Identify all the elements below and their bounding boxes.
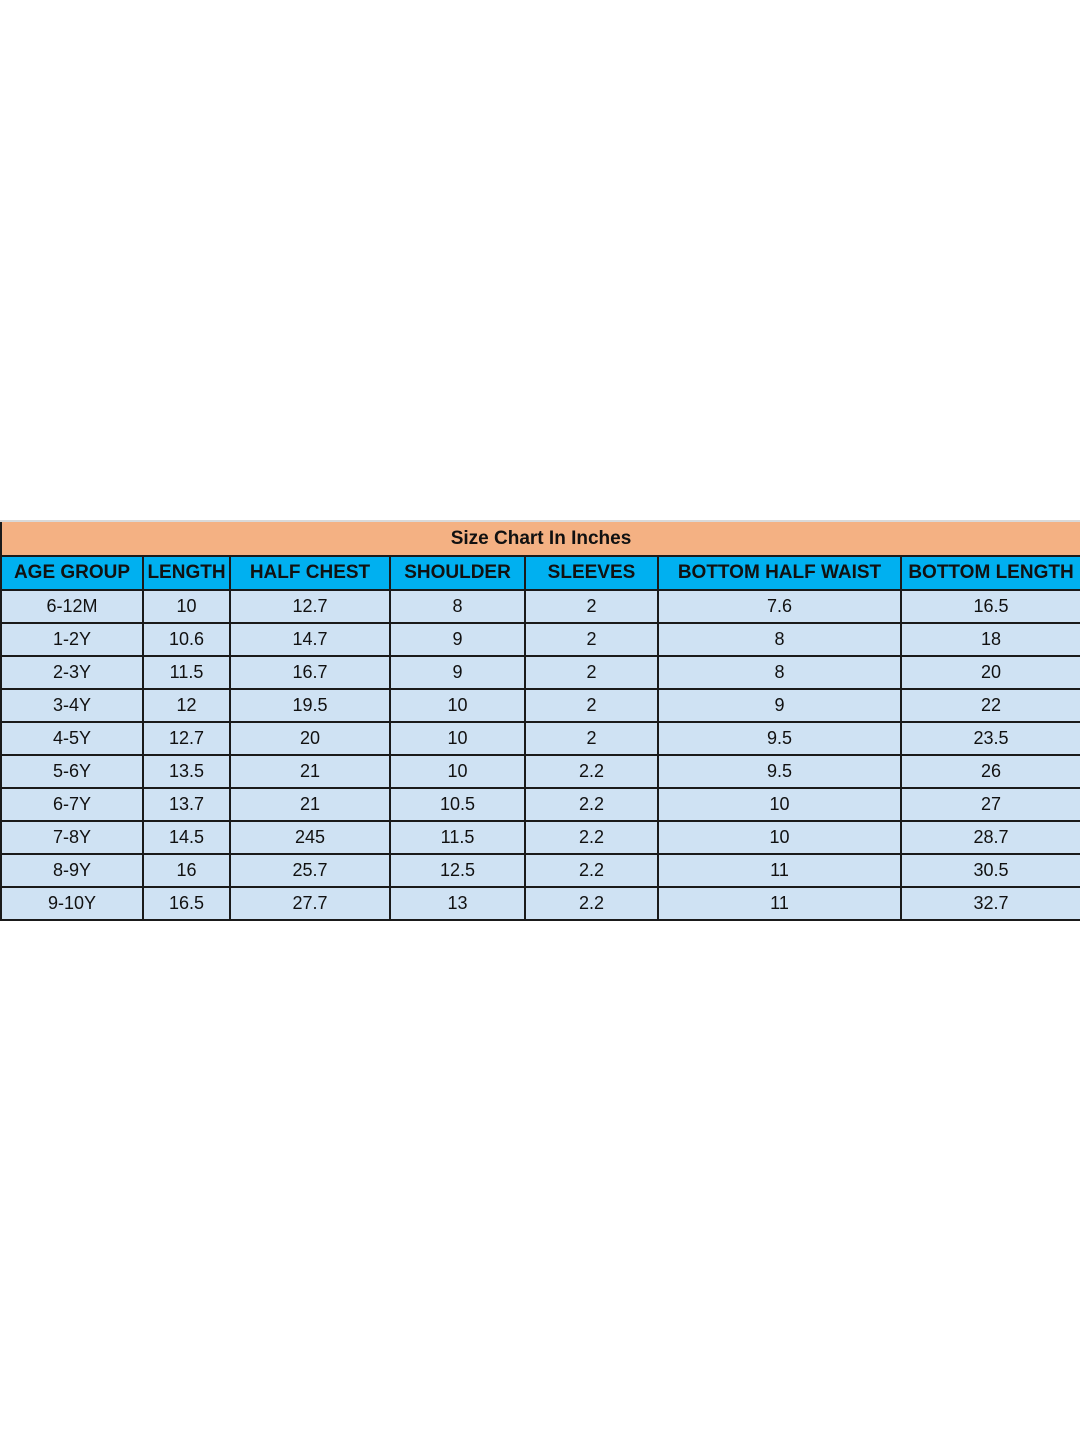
- table-body: [1, 590, 1080, 920]
- measurement-cell: 20: [901, 656, 1080, 689]
- measurement-cell: 28.7: [901, 821, 1080, 854]
- measurement-cell: 13.7: [143, 788, 230, 821]
- measurement-cell: 13: [390, 887, 525, 920]
- measurement-cell: 12.7: [143, 722, 230, 755]
- column-header: AGE GROUP: [1, 556, 143, 590]
- measurement-cell: 16.5: [901, 590, 1080, 623]
- age-group-cell: 5-6Y: [1, 755, 143, 788]
- measurement-cell: 2.2: [525, 887, 658, 920]
- table-row: [1, 854, 1080, 887]
- table-row: [1, 821, 1080, 854]
- measurement-cell: 8: [658, 623, 901, 656]
- measurement-cell: 9: [390, 623, 525, 656]
- measurement-cell: 8: [390, 590, 525, 623]
- measurement-cell: 11.5: [390, 821, 525, 854]
- table-row: [1, 788, 1080, 821]
- measurement-cell: 27: [901, 788, 1080, 821]
- age-group-cell: 3-4Y: [1, 689, 143, 722]
- measurement-cell: 10: [390, 689, 525, 722]
- measurement-cell: 10.5: [390, 788, 525, 821]
- measurement-cell: 7.6: [658, 590, 901, 623]
- measurement-cell: 12.7: [230, 590, 390, 623]
- age-group-cell: 4-5Y: [1, 722, 143, 755]
- measurement-cell: 2: [525, 623, 658, 656]
- column-header: BOTTOM HALF WAIST: [658, 556, 901, 590]
- measurement-cell: 2: [525, 722, 658, 755]
- table-row: [1, 656, 1080, 689]
- measurement-cell: 2.2: [525, 755, 658, 788]
- measurement-cell: 19.5: [230, 689, 390, 722]
- header-row: [1, 556, 1080, 590]
- measurement-cell: 9: [390, 656, 525, 689]
- measurement-cell: 9: [658, 689, 901, 722]
- measurement-cell: 12: [143, 689, 230, 722]
- measurement-cell: 21: [230, 788, 390, 821]
- column-header: SHOULDER: [390, 556, 525, 590]
- size-chart-table: [0, 520, 1080, 921]
- measurement-cell: 23.5: [901, 722, 1080, 755]
- measurement-cell: 10: [658, 821, 901, 854]
- table-title: Size Chart In Inches: [1, 521, 1080, 556]
- measurement-cell: 11.5: [143, 656, 230, 689]
- age-group-cell: 2-3Y: [1, 656, 143, 689]
- measurement-cell: 2.2: [525, 788, 658, 821]
- measurement-cell: 245: [230, 821, 390, 854]
- column-header: BOTTOM LENGTH: [901, 556, 1080, 590]
- measurement-cell: 16.7: [230, 656, 390, 689]
- measurement-cell: 25.7: [230, 854, 390, 887]
- age-group-cell: 8-9Y: [1, 854, 143, 887]
- measurement-cell: 26: [901, 755, 1080, 788]
- measurement-cell: 2.2: [525, 854, 658, 887]
- measurement-cell: 2: [525, 689, 658, 722]
- measurement-cell: 10: [390, 755, 525, 788]
- age-group-cell: 1-2Y: [1, 623, 143, 656]
- measurement-cell: 10: [143, 590, 230, 623]
- measurement-cell: 16.5: [143, 887, 230, 920]
- measurement-cell: 13.5: [143, 755, 230, 788]
- age-group-cell: 9-10Y: [1, 887, 143, 920]
- measurement-cell: 11: [658, 887, 901, 920]
- measurement-cell: 16: [143, 854, 230, 887]
- age-group-cell: 6-7Y: [1, 788, 143, 821]
- measurement-cell: 10: [390, 722, 525, 755]
- table-row: [1, 689, 1080, 722]
- measurement-cell: 32.7: [901, 887, 1080, 920]
- table-row: [1, 590, 1080, 623]
- measurement-cell: 9.5: [658, 722, 901, 755]
- measurement-cell: 12.5: [390, 854, 525, 887]
- measurement-cell: 14.7: [230, 623, 390, 656]
- measurement-cell: 10.6: [143, 623, 230, 656]
- table-row: [1, 887, 1080, 920]
- table-row: [1, 722, 1080, 755]
- title-row: [1, 521, 1080, 556]
- age-group-cell: 6-12M: [1, 590, 143, 623]
- measurement-cell: 30.5: [901, 854, 1080, 887]
- measurement-cell: 20: [230, 722, 390, 755]
- measurement-cell: 2: [525, 590, 658, 623]
- measurement-cell: 22: [901, 689, 1080, 722]
- measurement-cell: 9.5: [658, 755, 901, 788]
- measurement-cell: 8: [658, 656, 901, 689]
- measurement-cell: 2.2: [525, 821, 658, 854]
- measurement-cell: 27.7: [230, 887, 390, 920]
- column-header: SLEEVES: [525, 556, 658, 590]
- measurement-cell: 11: [658, 854, 901, 887]
- measurement-cell: 21: [230, 755, 390, 788]
- measurement-cell: 14.5: [143, 821, 230, 854]
- age-group-cell: 7-8Y: [1, 821, 143, 854]
- column-header: HALF CHEST: [230, 556, 390, 590]
- column-header: LENGTH: [143, 556, 230, 590]
- measurement-cell: 2: [525, 656, 658, 689]
- measurement-cell: 18: [901, 623, 1080, 656]
- measurement-cell: 10: [658, 788, 901, 821]
- table-row: [1, 623, 1080, 656]
- table-row: [1, 755, 1080, 788]
